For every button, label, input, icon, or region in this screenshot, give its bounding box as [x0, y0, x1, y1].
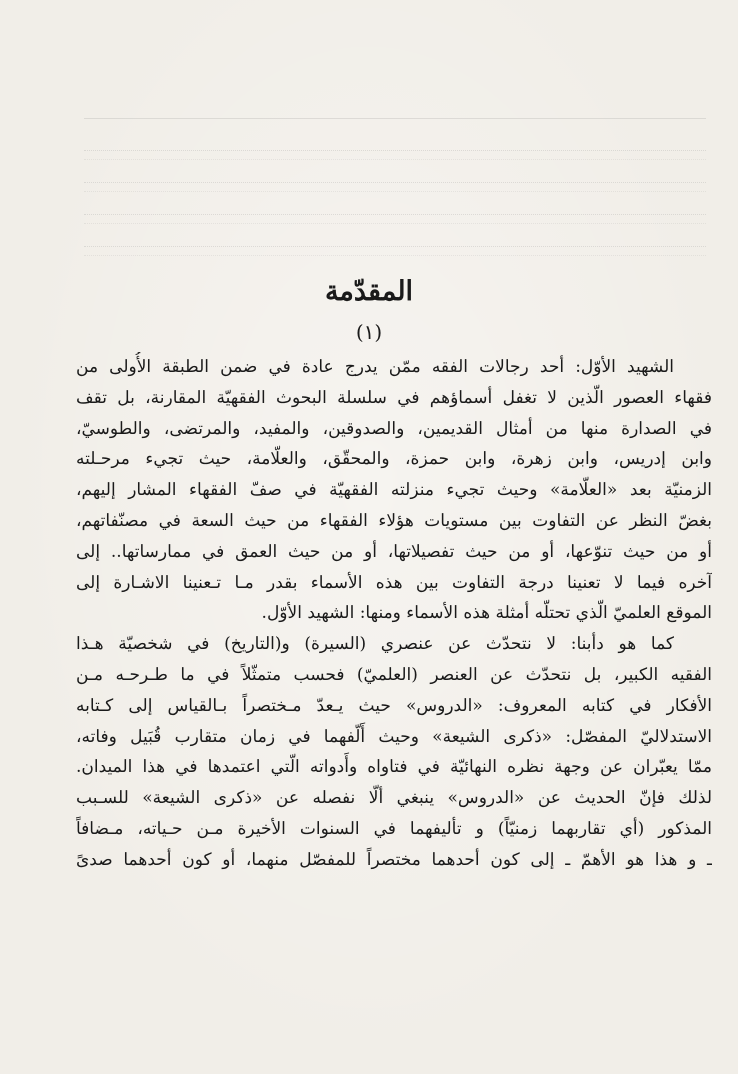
text-line: فقهاء العصور الّذين لا تغفل أسماؤهم في سلسلة البحوث الفقهيّة المقارنة، بل تقف	[76, 387, 712, 408]
text-line: الموقع العلميّ الّذي تحتلّه أمثلة هذه الأسماء ومنها: الشهيد الأوّل.	[261, 603, 712, 624]
text-line: ممّا يعبّران عن وجهة نظره النهائيّة في فتاواه وأَدواته الّتي اعتمدها في هذا الميدان.	[76, 757, 712, 778]
text-line: الشهيد الأوّل: أحد رجالات الفقه ممّن يدرج عادة في ضمن الطبقة الأُولى من	[76, 357, 674, 377]
text-line: لذلك فإنّ الحديث عن «الدروس» ينبغي ألّا نفصله عن «ذكرى الشيعة» للسـبب	[76, 788, 712, 809]
paragraph	[76, 629, 712, 875]
text-line: ـ و هذا هو الأهمّ ـ إلى كون أحدهما مختصراً للمفصّل منهما، أو كون أحدهما صدىً	[76, 849, 712, 870]
text-line: الفقيه الكبير، بل نتحدّث عن العنصر (العلميّ) فحسب متمثّلاً في ما طـرحـه مـن	[76, 664, 712, 685]
text-line: بغضّ النظر عن التفاوت بين مستويات هؤلاء الفقهاء من حيث السعة في مصنّفاتهم،	[76, 510, 712, 531]
text-line: وابن إدريس، وابن زهرة، وابن حمزة، والمحقّق، والعلّامة، حيث تجيء مرحـلته	[76, 449, 712, 470]
bleed-through-line	[84, 214, 706, 224]
section-number: (١)	[355, 320, 383, 344]
text-line: الاستدلاليّ المفصّل: «ذكرى الشيعة» وحيث أَلّفهما في زمان متقارب قُبَيل وفاته،	[76, 726, 712, 747]
text-line: المذكور (أي تقاربهما زمنيّاً) و تأليفهما في السنوات الأخيرة مـن حـياته، مـضافاً	[76, 818, 712, 839]
text-line: الأفكار في كتابه المعروف: «الدروس» حيث يـعدّ مـختصراً بـالقياس إلى كـتابه	[76, 695, 712, 716]
paragraph	[76, 352, 712, 629]
bleed-through-line	[84, 246, 706, 256]
bleed-through-line	[84, 150, 706, 160]
text-line: أو من حيث تنوّعها، أو من حيث تفصيلاتها، أو من حيث العمق في ممارساتها.. إلى	[76, 541, 712, 562]
bleed-through-header-rule	[84, 118, 706, 119]
bleed-through-line	[84, 182, 706, 192]
text-line: الزمنيّة بعد «العلّامة» وحيث تجيء منزلته الفقهيّة في صفّ الفقهاء المشار إليهم،	[76, 480, 712, 501]
text-line: في الصدارة منها من أمثال القديمين، والصدوقين، والمفيد، والمرتضى، والطوسيّ،	[76, 418, 712, 439]
text-line: آخره فيما لا تعنينا درجة التفاوت بين هذه الأسماء بقدر مـا تـعنينا الاشـارة إلى	[76, 572, 712, 593]
text-line: كما هو دأبنا: لا نتحدّث عن عنصري (السيرة) و(التاريخ) في شخصيّة هـذا	[76, 634, 674, 655]
body-text	[76, 352, 712, 876]
page-title: المقدّمة	[324, 276, 414, 307]
